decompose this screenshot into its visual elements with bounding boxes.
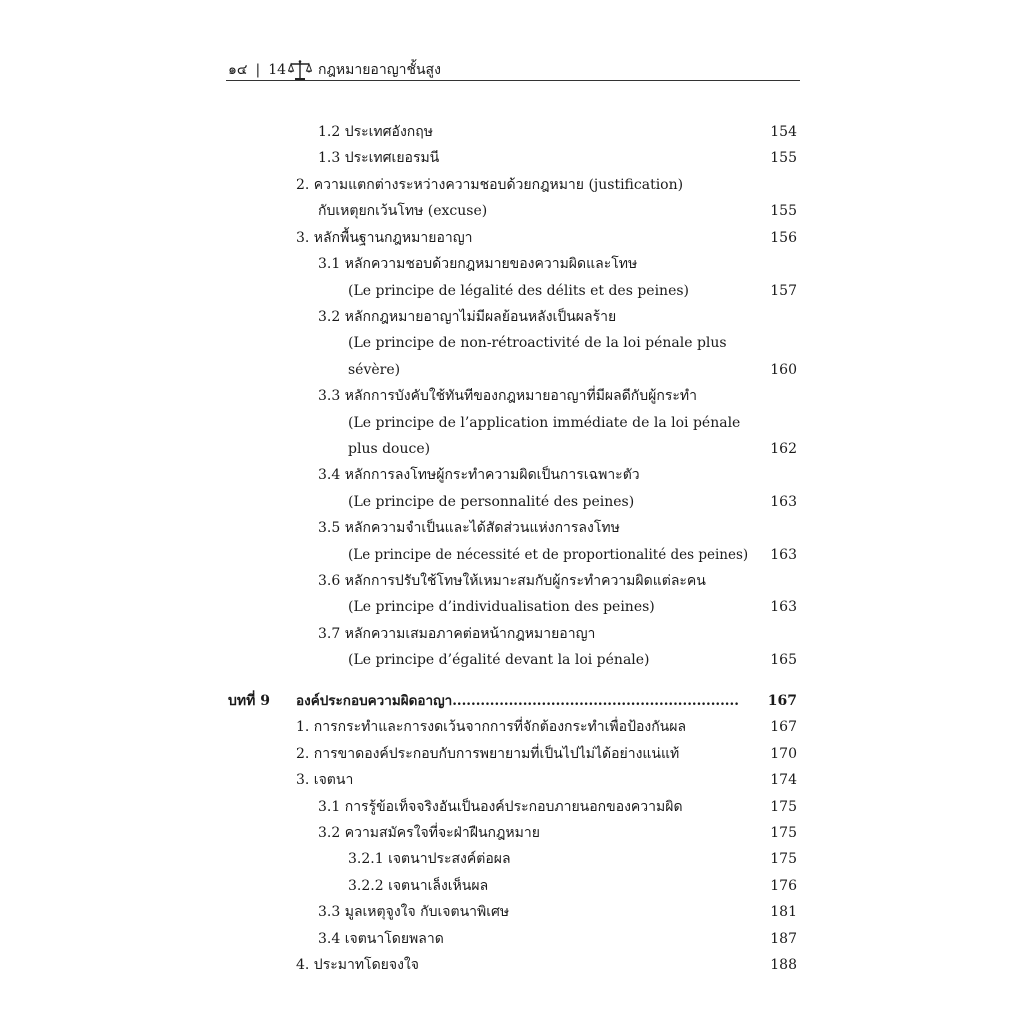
toc-entry-page: 176 [770, 878, 797, 894]
toc-entry-text: 3.3 หลักการบังคับใช้ทันทีของกฎหมายอาญาที่มีผลดีกับผู้กระทำ [318, 388, 697, 404]
toc-entry-page: 175 [770, 851, 797, 867]
toc-entry-text: 1. การกระทำและการงดเว้นจากการที่จักต้องกระทำเพื่อป้องกันผล [296, 719, 687, 735]
toc-entry-text: (Le principe de l’application immédiate de la loi pénale [348, 415, 741, 431]
toc-entry-text: 3. เจตนา [296, 772, 354, 788]
toc-entry-text: (Le principe de non-rétroactivité de la loi pénale plus [348, 335, 727, 351]
toc-entry-text: (Le principe de personnalité des peines) [348, 494, 635, 510]
chapter-page: 167 [767, 693, 797, 709]
header-book-title: กฎหมายอาญาชั้นสูง [318, 62, 441, 78]
toc-entry-text: 3.7 หลักความเสมอภาคต่อหน้ากฎหมายอาญา [318, 626, 596, 642]
toc-entry-page: 170 [770, 746, 797, 762]
toc-entry-text: 1.2 ประเทศอังกฤษ [318, 124, 433, 140]
toc-entry-text: (Le principe de légalité des délits et des peines) [348, 283, 690, 299]
toc-entry-text: 3.3 มูลเหตุจูงใจ กับเจตนาพิเศษ [318, 904, 510, 920]
toc-entry-text: 2. ความแตกต่างระหว่างความชอบด้วยกฎหมาย (justification) [296, 177, 684, 193]
toc-entry-page: 160 [770, 362, 797, 378]
toc-entry-text: 3.1 หลักความชอบด้วยกฎหมายของความผิดและโทษ [318, 256, 638, 272]
chapter-label: บทที่ 9 [228, 693, 270, 709]
header-page-number-thai: ๑๔ [228, 62, 248, 78]
toc-entry-page: 175 [770, 799, 797, 815]
toc-entry-text: plus douce) [348, 441, 431, 457]
toc-entry-text: กับเหตุยกเว้นโทษ (excuse) [318, 203, 488, 219]
toc-entry-text: sévère) [348, 362, 401, 378]
toc-entry-page: 154 [770, 124, 797, 140]
toc-entry-page: 156 [770, 230, 797, 246]
header-separator: | [255, 62, 261, 78]
toc-entry-page: 155 [770, 150, 797, 166]
toc-entry-text: (Le principe d’individualisation des peines) [348, 599, 655, 615]
toc-entry-text: 3.4 หลักการลงโทษผู้กระทำความผิดเป็นการเฉพาะตัว [318, 467, 640, 483]
toc-entry-page: 162 [770, 441, 797, 457]
toc-entry-page: 174 [770, 772, 797, 788]
toc-entry-page: 181 [770, 904, 797, 920]
toc-entry-text: 3.6 หลักการปรับใช้โทษให้เหมาะสมกับผู้กระทำความผิดแต่ละคน [318, 573, 706, 589]
toc-entry-page: 188 [770, 957, 797, 973]
toc-entry-page: 163 [770, 599, 797, 615]
toc-entry-text: 3.2 หลักกฎหมายอาญาไม่มีผลย้อนหลังเป็นผลร้าย [318, 309, 617, 325]
toc-entry-page: 163 [770, 494, 797, 510]
toc-entry-page: 165 [770, 652, 797, 668]
toc-entry-page: 155 [770, 203, 797, 219]
toc-entry-page: 187 [770, 931, 797, 947]
toc-entry-page: 175 [770, 825, 797, 841]
toc-entry-text: 3.2.2 เจตนาเล็งเห็นผล [348, 878, 489, 894]
toc-entry-text: (Le principe d’égalité devant la loi pénale) [348, 652, 650, 668]
toc-entry-text: 3.2.1 เจตนาประสงค์ต่อผล [348, 851, 511, 867]
chapter-title: องค์ประกอบความผิดอาญา............................................................. [296, 693, 739, 709]
toc-entry-text: 3.5 หลักความจำเป็นและได้สัดส่วนแห่งการลงโทษ [318, 520, 620, 536]
toc-entry-text: 2. การขาดองค์ประกอบกับการพยายามที่เป็นไปไม่ได้อย่างแน่แท้ [296, 746, 680, 762]
header-page-number: 14 [268, 62, 287, 78]
toc-entry-text: 3.2 ความสมัครใจที่จะฝ่าฝืนกฎหมาย [318, 825, 540, 841]
toc-entry-page: 167 [770, 719, 797, 735]
toc-entry-page: 163 [770, 547, 797, 563]
toc-entry-text: 1.3 ประเทศเยอรมนี [318, 150, 440, 166]
toc-entry-text: 4. ประมาทโดยจงใจ [296, 957, 419, 973]
toc-entry-text: 3.4 เจตนาโดยพลาด [318, 931, 444, 947]
toc-entry-text: (Le principe de nécessité et de proportionalité des peines) [348, 547, 749, 563]
toc-entry-page: 157 [770, 283, 797, 299]
toc-entry-text: 3. หลักพื้นฐานกฎหมายอาญา [296, 230, 473, 246]
toc-entry-text: 3.1 การรู้ข้อเท็จจริงอันเป็นองค์ประกอบภายนอกของความผิด [318, 799, 683, 815]
